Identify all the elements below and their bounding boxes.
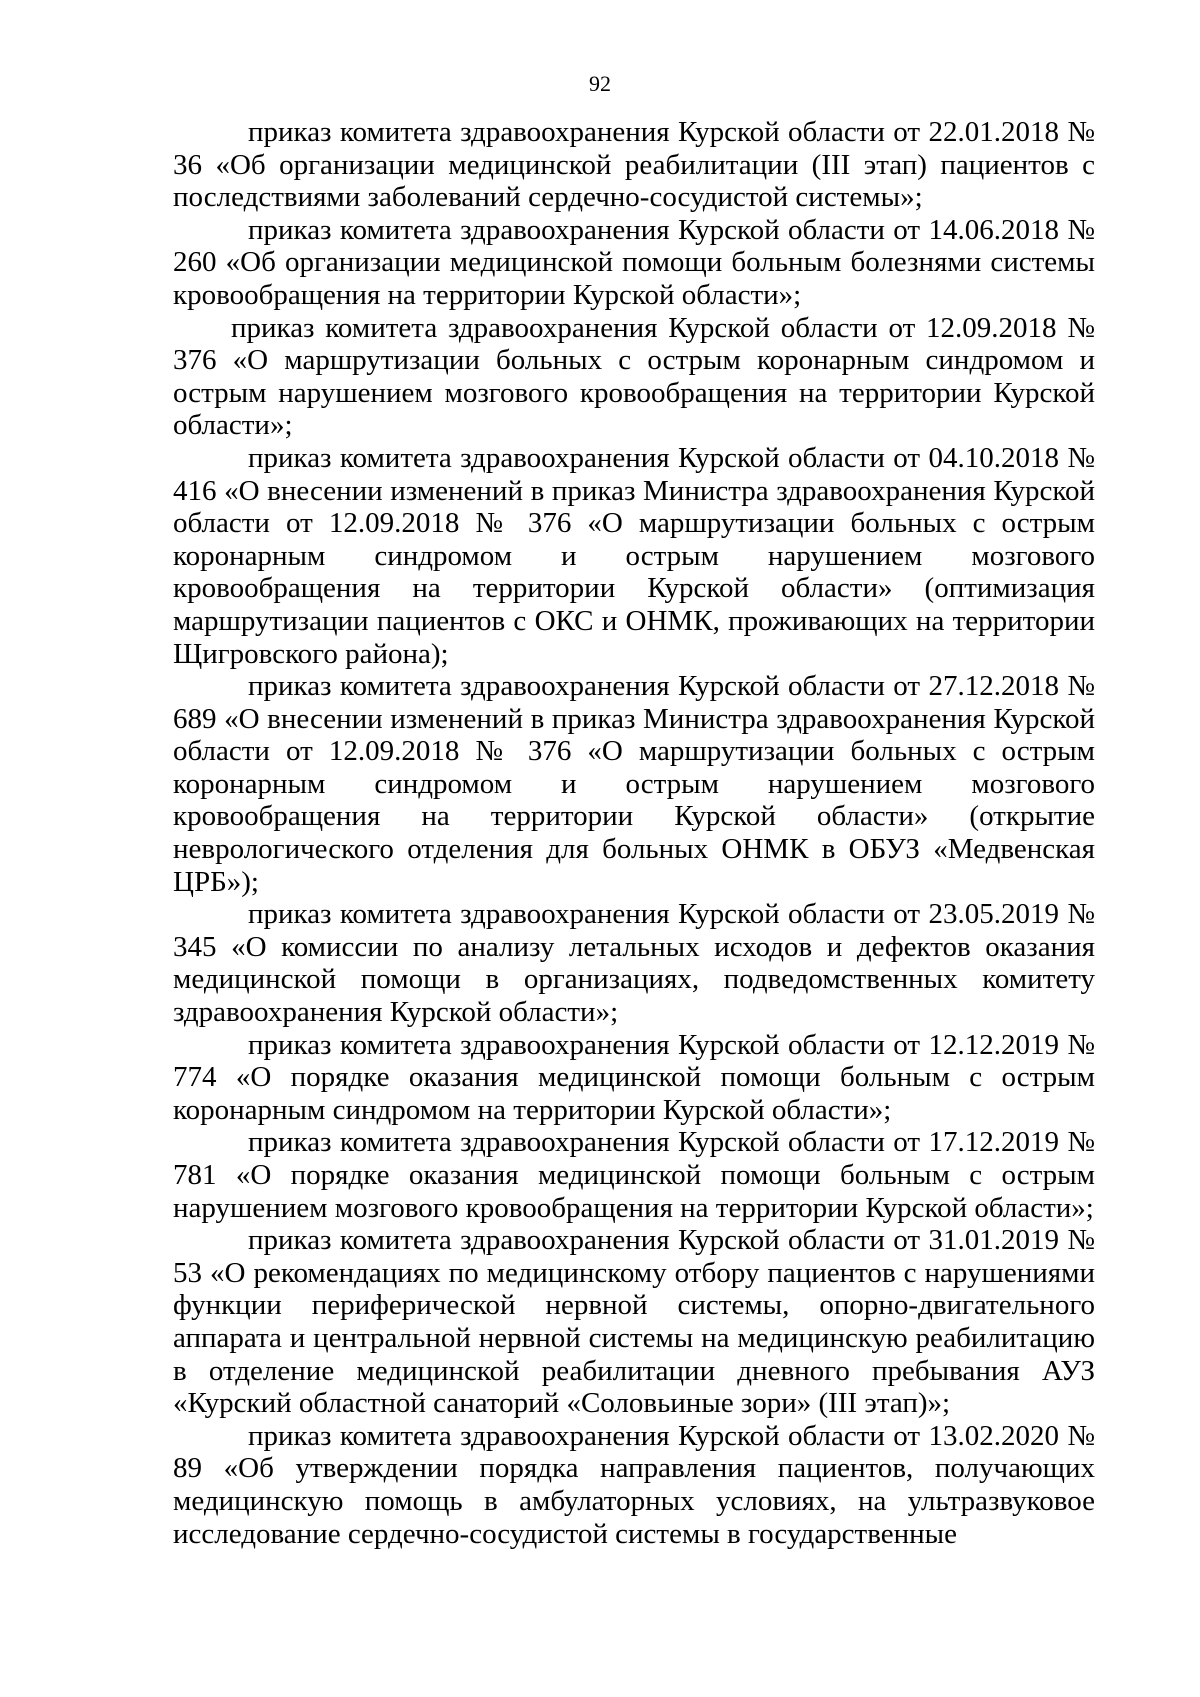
paragraph-order-781: приказ комитета здравоохранения Курской области от 17.12.2019 № 781 «О порядке оказания медицинской помощи больным с острым нарушением мозгового кровообращения на территории Курской области»;: [173, 1126, 1095, 1224]
paragraph-order-376: приказ комитета здравоохранения Курской области от 12.09.2018 № 376 «О маршрутизации больных с острым коронарным синдромом и острым нарушением мозгового кровообращения на территории Курской области»;: [173, 311, 1095, 442]
paragraph-order-36: приказ комитета здравоохранения Курской области от 22.01.2018 № 36 «Об организации медицинской реабилитации (III этап) пациентов с последствиями заболеваний сердечно-сосудистой системы»;: [173, 116, 1095, 214]
paragraph-order-89: приказ комитета здравоохранения Курской области от 13.02.2020 № 89 «Об утверждении порядка направления пациентов, получающих медицинскую помощь в амбулаторных условиях, на ультразвуковое исследование сердечно-сосудистой системы в государственные: [173, 1419, 1095, 1550]
paragraph-order-260: приказ комитета здравоохранения Курской области от 14.06.2018 № 260 «Об организации медицинской помощи больным болезнями системы кровообращения на территории Курской области»;: [173, 213, 1095, 311]
paragraph-order-689: приказ комитета здравоохранения Курской области от 27.12.2018 № 689 «О внесении изменений в приказ Министра здравоохранения Курской области от 12.09.2018 № 376 «О маршрутизации больных с острым коронарным синдромом и острым нарушением мозгового кровообращения на территории Курской области» (открытие неврологического отделения для больных ОНМК в ОБУЗ «Медвенская ЦРБ»);: [173, 670, 1095, 898]
document-body: [173, 116, 1095, 1550]
paragraph-order-53: приказ комитета здравоохранения Курской области от 31.01.2019 № 53 «О рекомендациях по медицинскому отбору пациентов с нарушениями функции периферической нервной системы, опорно-двигательного аппарата и центральной нервной системы на медицинскую реабилитацию в отделение медицинской реабилитации дневного пребывания АУЗ «Курский областной санаторий «Соловьиные зори» (III этап)»;: [173, 1224, 1095, 1420]
page-number: 92: [589, 71, 611, 96]
paragraph-order-345: приказ комитета здравоохранения Курской области от 23.05.2019 № 345 «О комиссии по анализу летальных исходов и дефектов оказания медицинской помощи в организациях, подведомственных комитету здравоохранения Курской области»;: [173, 898, 1095, 1029]
paragraph-order-774: приказ комитета здравоохранения Курской области от 12.12.2019 № 774 «О порядке оказания медицинской помощи больным с острым коронарным синдромом на территории Курской области»;: [173, 1028, 1095, 1126]
paragraph-order-416: приказ комитета здравоохранения Курской области от 04.10.2018 № 416 «О внесении изменений в приказ Министра здравоохранения Курской области от 12.09.2018 № 376 «О маршрутизации больных с острым коронарным синдромом и острым нарушением мозгового кровообращения на территории Курской области» (оптимизация маршрутизации пациентов с ОКС и ОНМК, проживающих на территории Щигровского района);: [173, 441, 1095, 670]
